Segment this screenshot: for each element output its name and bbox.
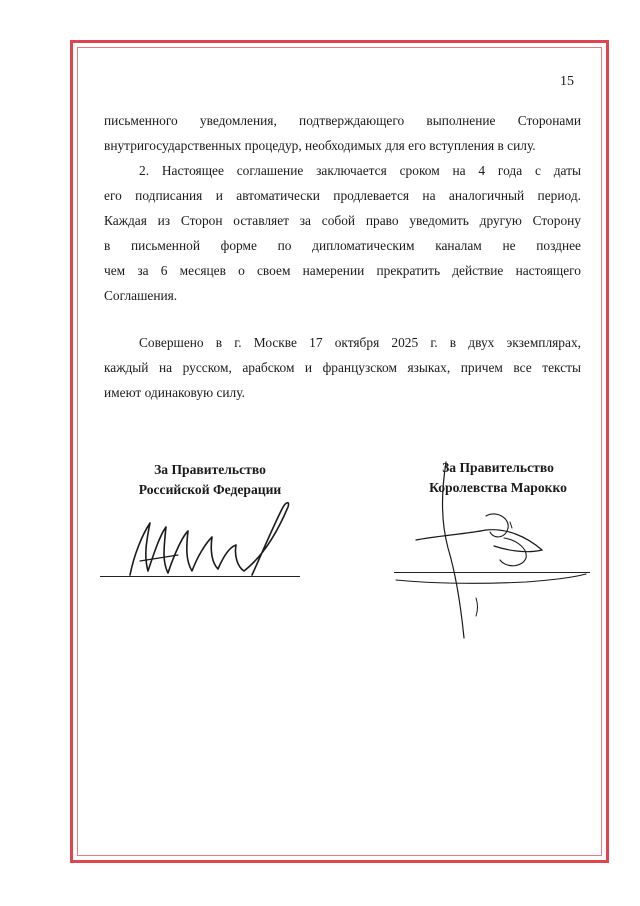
text-line: имеют одинаковую силу. xyxy=(104,385,245,400)
text-line: внутригосударственных процедур, необходимых для его вступления в силу. xyxy=(104,138,536,153)
signature-russia xyxy=(112,495,312,585)
text-line: 2. Настоящее соглашение заключается сроком на 4 года с даты xyxy=(139,163,581,178)
signatory-country: Российской Федерации xyxy=(138,482,282,497)
signatory-country: Королевства Марокко xyxy=(429,480,567,495)
signature-line-russia xyxy=(100,576,300,577)
signature-line-morocco xyxy=(394,572,590,573)
text-line: его подписания и автоматически продлевается на аналогичный период. xyxy=(104,188,581,203)
text-line: чем за 6 месяцев о своем намерении прекратить действие настоящего xyxy=(104,263,581,278)
paragraph-continuation xyxy=(104,108,581,158)
signature-morocco xyxy=(376,458,596,658)
text-line: Каждая из Сторон оставляет за собой право уведомить другую Сторону xyxy=(104,213,581,228)
page-number: 15 xyxy=(560,74,574,89)
text-line: каждый на русском, арабском и французском языках, причем все тексты xyxy=(104,360,581,375)
text-line: письменного уведомления, подтверждающего выполнение Сторонами xyxy=(104,113,581,128)
paragraph-term xyxy=(104,158,581,308)
text-line: Совершено в г. Москве 17 октября 2025 г. в двух экземплярах, xyxy=(139,335,581,350)
signatory-title: За Правительство xyxy=(442,460,554,475)
signatory-title: За Правительство xyxy=(154,462,266,477)
text-line: Соглашения. xyxy=(104,288,178,303)
signatory-russia xyxy=(110,460,310,500)
paragraph-done-at xyxy=(104,330,581,405)
text-line: в письменной форме по дипломатическим каналам не позднее xyxy=(104,238,581,253)
